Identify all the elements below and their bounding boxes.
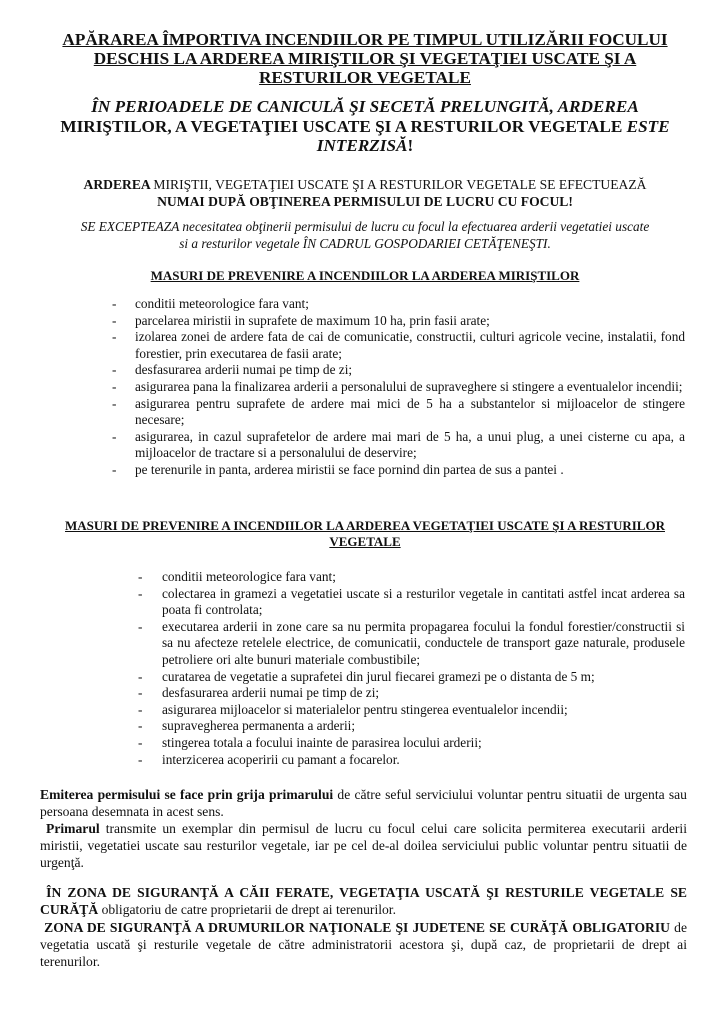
exception-line-1: SE EXCEPTEAZA necesitatea obţinerii permisului de lucru cu focul la efectuarea arderii vegetatiei uscate bbox=[80, 219, 650, 234]
list-item: - izolarea zonei de ardere fata de cai de comunicatie, constructii, culturi agricole vecine, instalatii, fond forestier, prin executarea de fasii arate; bbox=[112, 329, 685, 361]
title-line-2: DESCHIS LA ARDEREA MIRIŞTILOR ŞI VEGETAŢIEI USCATE ŞI A bbox=[93, 49, 637, 68]
burning-line-1: MIRIŞTII, VEGETAŢIEI USCATE ŞI A RESTURILOR VEGETALE SE EFECTUEAZĂ bbox=[153, 177, 647, 192]
section-2-list bbox=[138, 569, 685, 768]
list-item: - supravegherea permanenta a arderii; bbox=[138, 718, 356, 734]
exception-line-2: si a resturilor vegetale ÎN CADRUL GOSPODARIEI CETĂŢENEŞTI. bbox=[179, 236, 551, 251]
list-item: - desfasurarea arderii numai pe timp de zi; bbox=[138, 685, 380, 701]
p4-text: de vegetatia uscată şi resturile vegetale de către administratorii acestora şi, după caz, de proprietarii de drept ai terenurilor. bbox=[40, 920, 687, 969]
list-item: - asigurarea mijloacelor si materialelor pentru stingerea eventualelor incendii; bbox=[138, 701, 568, 717]
warning-line-2-italic: ESTE bbox=[626, 116, 670, 136]
section-2-heading-line-1: MASURI DE PREVENIRE A INCENDIILOR LA ARDEREA VEGETAŢIEI USCATE ŞI A RESTURILOR bbox=[65, 518, 665, 533]
p4-bold: ZONA DE SIGURANŢĂ A DRUMURILOR NAŢIONALE ŞI JUDETENE SE CURĂŢĂ OBLIGATORIU bbox=[44, 920, 670, 935]
title-line-1: APĂRAREA ÎMPORTIVA INCENDIILOR PE TIMPUL UTILIZĂRII FOCULUI bbox=[62, 30, 668, 49]
warning-line-3-end: ! bbox=[407, 136, 414, 155]
prohibition-warning bbox=[52, 97, 678, 156]
section-2-heading bbox=[40, 518, 690, 550]
mayor-paragraph bbox=[40, 820, 687, 871]
road-zone-paragraph bbox=[40, 919, 687, 970]
p2-text: transmite un exemplar din permisul de lucru cu focul celui care solicita permiterea executarii arderii miristii, vegetatiei uscate sau resturilor vegetale, iar pe cel de-al doilea serviciului public voluntar pentru situatii de urgenţă. bbox=[40, 821, 687, 870]
warning-line-1: ÎN PERIOADELE DE CANICULĂ ŞI SECETĂ PRELUNGITĂ, ARDEREA bbox=[91, 97, 639, 116]
list-item: - pe terenurile in panta, arderea miristii se face pornind din partea de sus a pantei . bbox=[112, 461, 564, 477]
railway-zone-paragraph bbox=[40, 884, 687, 918]
section-2-heading-line-2: VEGETALE bbox=[329, 534, 401, 549]
p3-text: obligatoriu de catre proprietarii de drept ai terenurilor. bbox=[101, 902, 396, 917]
section-1-heading: MASURI DE PREVENIRE A INCENDIILOR LA ARDEREA MIRIŞTILOR bbox=[150, 268, 580, 283]
exception-note bbox=[40, 218, 690, 252]
warning-line-2: MIRIŞTILOR, A VEGETAŢIEI USCATE ŞI A RESTURILOR VEGETALE bbox=[60, 116, 623, 136]
permit-issuance-paragraph bbox=[40, 786, 687, 820]
list-item: - interzicerea acoperirii cu pamant a focarelor. bbox=[138, 751, 400, 767]
list-item: - asigurarea, in cazul suprafetelor de ardere mai mari de 5 ha, a unui plug, a unei cisterne cu apa, a mijloacelor de tractare si a personalului de deservire; bbox=[112, 428, 685, 461]
p2-bold: Primarul bbox=[46, 821, 100, 836]
list-item: - desfasurarea arderii numai pe timp de zi; bbox=[112, 362, 353, 378]
list-item: - curatarea de vegetatie a suprafetei din jurul fiecarei gramezi pe o distanta de 5 m; bbox=[138, 668, 595, 684]
list-item: - stingerea totala a focului inainte de parasirea locului arderii; bbox=[138, 734, 482, 750]
warning-line-3-italic: INTERZISĂ bbox=[316, 136, 408, 155]
title-line-3: RESTURILOR VEGETALE bbox=[259, 68, 471, 87]
list-item: - parcelarea miristii in suprafete de maximum 10 ha, prin fasii arate; bbox=[112, 312, 490, 328]
list-item: - conditii meteorologice fara vant; bbox=[112, 296, 309, 311]
document-title bbox=[50, 30, 680, 87]
p3-bold: ÎN ZONA DE SIGURANŢĂ A CĂII FERATE, VEGETAŢIA USCATĂ ŞI RESTURILE VEGETALE SE CURĂŢĂ bbox=[40, 885, 687, 917]
list-item: - asigurarea pentru suprafete de ardere mai mici de 5 ha a substantelor si mijloacelor de stingere necesare; bbox=[112, 395, 685, 428]
p1-text: de către seful serviciului voluntar pentru situatii de urgenta sau persoana desemnata in acest sens. bbox=[40, 787, 687, 819]
burning-permit-notice bbox=[40, 176, 690, 210]
list-item: - conditii meteorologice fara vant; bbox=[138, 569, 336, 584]
list-item: - asigurarea pana la finalizarea arderii a personalului de supraveghere si stingere a eventualelor incendii; bbox=[112, 378, 683, 394]
burning-bold-start: ARDEREA bbox=[83, 177, 150, 192]
burning-line-2: NUMAI DUPĂ OBŢINEREA PERMISULUI DE LUCRU CU FOCUL! bbox=[157, 194, 573, 209]
p1-bold: Emiterea permisului se face prin grija primarului bbox=[40, 787, 334, 802]
list-item: - executarea arderii in zone care sa nu permita propagarea focului la fondul forestier/constructii si sa nu afecteze retelele electrice, de comunicatii, conductele de transport gaze naturale, produsele petroliere ori alte bunuri materiale combustibile; bbox=[138, 618, 685, 667]
section-1-list bbox=[112, 296, 685, 479]
list-item: - colectarea in gramezi a vegetatiei uscate si a resturilor vegetale in cantitati astfel incat arderea sa poata fi controlata; bbox=[138, 585, 685, 618]
